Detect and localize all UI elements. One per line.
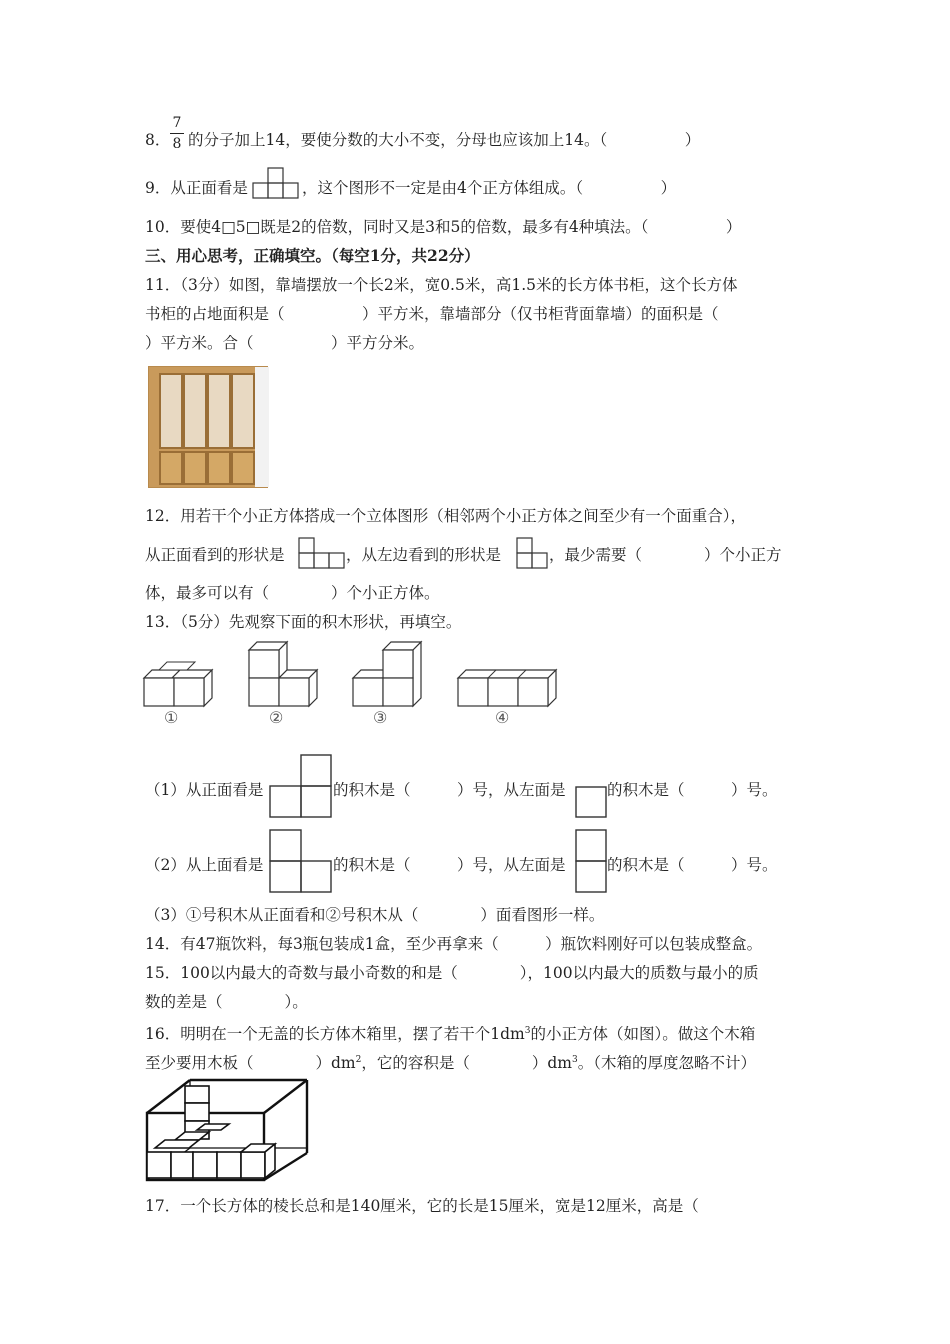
q16-line1 [145,1021,755,1044]
block-label-4: ④ [495,708,510,727]
q12-left-view-figure [516,537,550,569]
block-figure-2 [248,636,320,710]
shelf-lower-door [183,451,207,485]
q16-line2-a: 至少要用木板（ ）dm [145,1054,356,1073]
block-label-3: ③ [373,708,388,727]
shelf-lower-door [159,451,183,485]
q15-line2: 数的差是（ ）。 [145,993,308,1011]
q13-p1c: 的积木是（ ）号。 [607,781,778,799]
shelf-glass-door [207,373,231,449]
q9-front-view-figure [252,167,300,199]
q13-p3: （3）①号积木从正面看和②号积木从（ ）面看图形一样。 [145,906,605,924]
block-label-1: ① [164,708,179,727]
q12-line2b: ，从左边看到的形状是 [346,546,502,564]
q13-p2a: （2）从上面看是 [145,856,264,874]
q11-line1: 11．（3分）如图，靠墙摆放一个长2米，宽0.5米，高1.5米的长方体书柜，这个长方体 [145,276,738,294]
q15-line1: 15．100以内最大的奇数与最小奇数的和是（ ），100以内最大的质数与最小的质 [145,964,759,982]
q17-text: 17．一个长方体的棱长总和是140厘米，它的长是15厘米，宽是12厘米，高是（ [145,1197,699,1215]
q16-sup: 3 [571,1055,578,1065]
wall [255,367,269,487]
q12-line3: 体，最多可以有（ ）个小正方体。 [145,584,440,602]
shelf-glass-door [159,373,183,449]
section-title: 三、用心思考，正确填空。（每空1分，共22分） [145,246,480,265]
block-label-2: ② [269,708,284,727]
q9-prefix: 9．从正面看是 [145,179,248,197]
q16-line1-a: 16．明明在一个无盖的长方体木箱里，摆了若干个1dm [145,1025,525,1044]
block-figure-1 [143,657,215,709]
wooden-box-figure [145,1078,310,1184]
shelf-glass-door [183,373,207,449]
q11-line2: 书柜的占地面积是（ ）平方米，靠墙部分（仅书柜背面靠墙）的面积是（ [145,305,719,323]
q14-text: 14．有47瓶饮料，每3瓶包装成1盒，至少再拿来（ ）瓶饮料刚好可以包装成整盒。 [145,935,763,953]
q12-line2a: 从正面看到的形状是 [145,546,285,564]
q9-suffix: ，这个图形不一定是由4个正方体组成。（ ） [302,179,677,197]
q8-text: 的分子加上14，要使分数的大小不变，分母也应该加上14。（ ） [188,131,701,149]
q16-line2-c: 。（木箱的厚度忽略不计） [577,1054,756,1073]
q10-text: 10．要使4□5□既是2的倍数，同时又是3和5的倍数，最多有4种填法。（ ） [145,218,742,236]
q16-sup: 3 [524,1026,531,1036]
q8-number: 8． [145,131,171,149]
q11-line3: ）平方米。合（ ）平方分米。 [145,334,425,352]
bookshelf-image [148,366,268,488]
block-figure-4 [457,664,559,710]
q12-line1: 12．用若干个小正方体搭成一个立体图形（相邻两个小正方体之间至少有一个面重合）， [145,507,746,525]
q13-p1a: （1）从正面看是 [145,781,264,799]
shelf-lower-door [207,451,231,485]
q13-p1b: 的积木是（ ）号，从左面是 [333,781,566,799]
q13-p2b: 的积木是（ ）号，从左面是 [333,856,566,874]
q13-p2-top-figure [269,829,333,893]
q16-line2 [145,1050,756,1073]
q12-line2c: ，最少需要（ ）个小正方 [549,546,782,564]
q13-p1-front-figure [269,754,333,818]
q16-sup: 2 [355,1055,362,1065]
q13-p2c: 的积木是（ ）号。 [607,856,778,874]
q12-front-view-figure [298,537,348,569]
q13-p1-left-figure [575,786,608,819]
q16-line1-b: 的小正方体（如图）。做这个木箱 [530,1025,756,1044]
q8-fraction-numerator: 7 [172,115,182,131]
q13-p2-left-figure [575,829,608,893]
q13-intro: 13．（5分）先观察下面的积木形状，再填空。 [145,613,462,631]
fraction-bar [170,133,184,134]
block-figure-3 [352,636,424,710]
q8-fraction [170,114,184,153]
q16-line2-b: ，它的容积是（ ）dm [361,1054,572,1073]
shelf-lower-door [231,451,255,485]
shelf-glass-door [231,373,255,449]
q8-fraction-denominator: 8 [172,136,182,152]
